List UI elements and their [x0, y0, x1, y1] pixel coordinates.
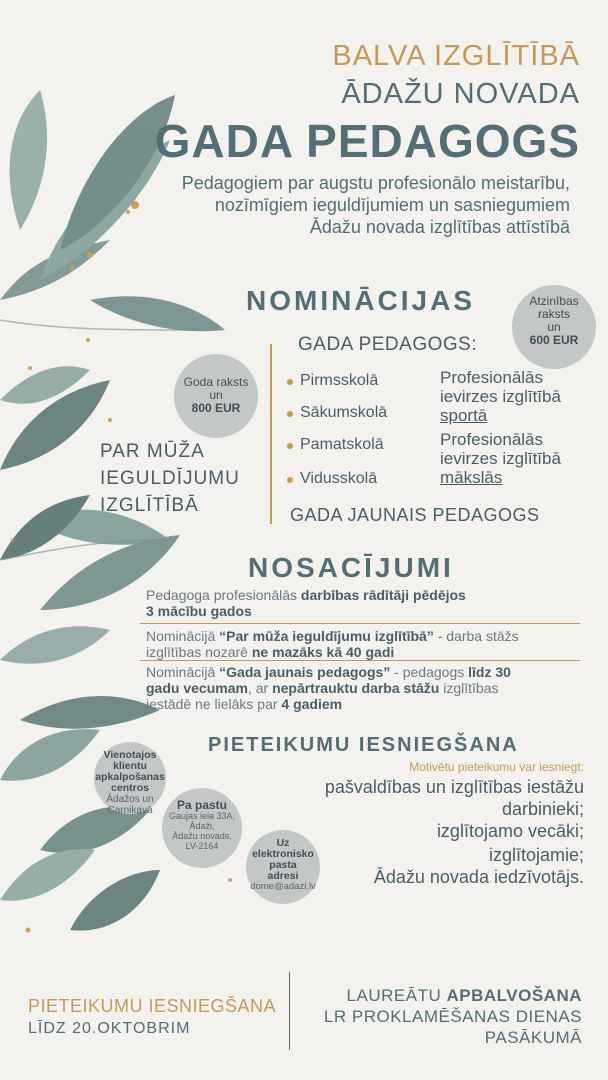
separator — [140, 623, 580, 624]
ceremony-info: LAUREĀTU APBALVOŠANA LR PROKLAMĒŠANAS DIENAS PASĀKUMĀ — [323, 986, 582, 1047]
applicant-item: pašvaldības un izglītības iestāžu — [324, 777, 584, 797]
applicant-item: izglītojamo vecāki; — [436, 821, 584, 841]
subtitle: Pedagogiem par augstu profesionālo meistarību, nozīmīgiem ieguldījumiem un sasniegumiem Ādažu novada izglītības attīstībā — [181, 173, 570, 237]
submission-channel-offices: Vienotajos klientu apkalpošanas centros Ādažos un Carnikavā — [94, 742, 166, 814]
page-title: GADA PEDAGOGS — [154, 115, 580, 167]
submission-channel-post: Pa pastu Gaujas iela 33A, Ādaži, Ādažu novads, LV-2164 — [162, 788, 242, 868]
nomination-sport: Profesionālās ievirzes izglītībā sportā — [440, 368, 561, 425]
level-item: Sākumskolā — [300, 404, 388, 421]
level-item: Vidusskolā — [300, 470, 378, 487]
title-region-line: ĀDAŽU NOVADA — [341, 78, 580, 110]
award-badge-800: Goda raksts un 800 EUR — [174, 354, 258, 438]
deadline-label: PIETEIKUMU IESNIEGŠANA — [28, 996, 277, 1016]
application-intro: Motivētu pieteikumu var iesniegt: — [409, 760, 584, 774]
submission-channel-email: Uz elektronisko pasta adresi dome@adazi.lv — [246, 830, 320, 904]
divider-line — [270, 344, 272, 524]
footer-divider — [289, 972, 290, 1050]
nomination-young-teacher: GADA JAUNAIS PEDAGOGS — [290, 505, 540, 525]
level-item: Pirmsskolā — [300, 372, 379, 389]
title-award-line: BALVA IZGLĪTĪBĀ — [332, 40, 580, 72]
nomination-gada-pedagogs: GADA PEDAGOGS: — [298, 334, 478, 355]
applicant-item: Ādažu novada iedzīvotājs. — [373, 867, 584, 887]
separator — [140, 660, 580, 661]
nomination-art: Profesionālās ievirzes izglītībā mākslās — [440, 430, 561, 487]
applicant-item: izglītojamie; — [488, 845, 584, 865]
deadline-date: LĪDZ 20.OKTOBRIM — [28, 1020, 191, 1037]
conditions-heading: NOSACĪJUMI — [248, 552, 454, 583]
application-heading: PIETEIKUMU IESNIEGŠANA — [208, 734, 519, 756]
condition-1: Pedagoga profesionālās darbības rādītāji pēdējos 3 mācību gados — [146, 587, 466, 619]
nomination-lifetime: PAR MŪŽA IEGULDĪJUMU IZGLĪTĪBĀ — [100, 441, 240, 516]
nominations-heading: NOMINĀCIJAS — [246, 285, 476, 316]
condition-3: Nominācijā “Gada jaunais pedagogs” - pedagogs līdz 30 gadu vecumam, ar nepārtrauktu darba stāžu izglītības iestādē ne lielāks par 4 gadiem — [146, 664, 511, 712]
condition-2: Nominācijā “Par mūža ieguldījumu izglītībā” - darba stāžs izglītības nozarē ne mazāks kā 40 gadi — [146, 628, 519, 660]
award-badge-600: Atzinības raksts un 600 EUR — [512, 285, 596, 369]
applicant-item: darbinieki; — [501, 799, 584, 819]
level-item: Pamatskolā — [300, 436, 384, 453]
